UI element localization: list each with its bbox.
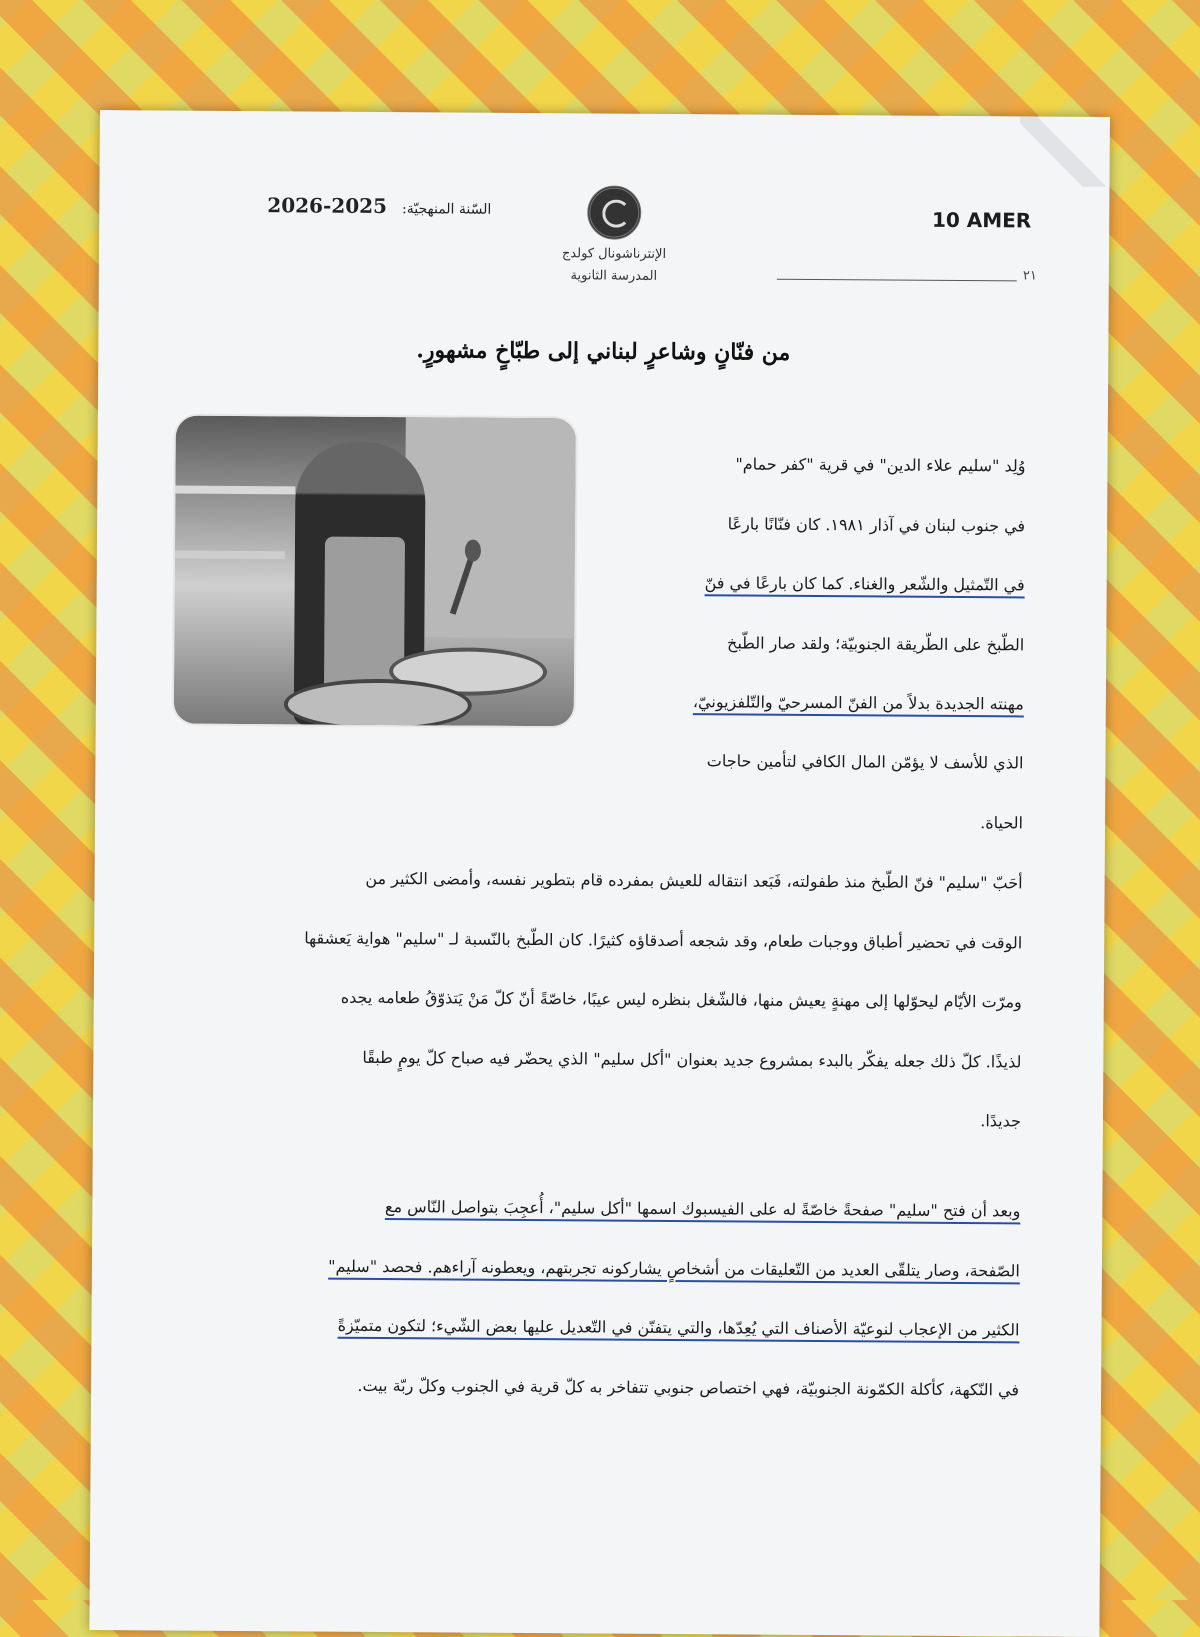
text-line: الوقت في تحضير أطباق ووجبات طعام، وقد شجعه أصدقاؤه كثيرًا. كان الطّبخ بالنّسبة لـ "سليم" هواية يَعشقها [304, 927, 1023, 952]
academic-year [267, 193, 491, 219]
school-header [554, 185, 675, 288]
page-mark: ٢١ [1022, 268, 1037, 284]
text-line: الصّفحة، وصار يتلقّى العديد من التّعليقات من أشخاصٍ يشاركونه تجربتهم، ويعطونه آراءهم. فحصد "سليم" [328, 1256, 1020, 1280]
text-line: الطّبخ على الطّريقة الجنوبيّة؛ ولقد صار الطّبخ [726, 632, 1025, 654]
year-value: 2025-2026 [267, 193, 388, 219]
text-line: في النّكهة، كأكلة الكمّونة الجنوبيّة، فهي اختصاص جنوبي تتفاخر به كلّ قرية في الجنوب وكلّ ربّة بيت. [357, 1375, 1020, 1399]
class-label: 10 AMER [931, 207, 1032, 233]
page-title: من فنّانٍ وشاعرٍ لبناني إلى طبّاخٍ مشهورٍ. [416, 337, 791, 366]
intro-paragraph [606, 434, 1026, 734]
worksheet-page [89, 110, 1110, 1637]
year-label: السّنة المنهجيّة: [402, 201, 492, 218]
name-line [777, 279, 1017, 282]
text-line: أحَبّ "سليم" فنّ الطّبخ منذ طفولته، فَبَعد انتقاله للعيش بمفرده قام بتطوير نفسه، وأمضى الكثير من [365, 868, 1023, 893]
school-logo-icon [587, 185, 641, 239]
text-line: ومرّت الأيّام ليحوّلها إلى مهنةٍ يعيش منها، فالشّغل بنظره ليس عيبًا، خاصّةً أنّ كلّ مَنْ يَتذوّقُ طعامه يجده [340, 987, 1022, 1012]
text-line: في التّمثيل والشّعر والغناء. كما كان بارعًا في فنّ [704, 573, 1025, 595]
text-line: الكثير من الإعجاب لنوعيّة الأصناف التي يُعِدّها، والتي يتفنّن في التّعديل عليها بعض الشّيء؛ لتكون متميّزةً [337, 1315, 1020, 1340]
text-line: الحياة. [980, 812, 1024, 832]
text-line: وُلِد "سليم علاء الدين" في قرية "كفر حمام" [735, 454, 1026, 476]
paragraph-2 [181, 848, 1023, 1151]
intro-paragraph-continued [175, 728, 1024, 853]
school-name: الإنترناشونال كولدج [561, 246, 667, 262]
chef-photo [174, 416, 576, 727]
folded-corner [1019, 116, 1109, 187]
text-line: الذي للأسف لا يؤمّن المال الكافي لتأمين حاجات [706, 751, 1024, 773]
text-line: في جنوب لبنان في آذار ١٩٨١. كان فنّانًا بارعًا [727, 513, 1026, 535]
paragraph-3 [179, 1176, 1021, 1420]
school-section: المدرسة الثانوية [570, 268, 658, 284]
text-line: لذيذًا. كلّ ذلك جعله يفكّر بالبدء بمشروع جديد بعنوان "أكل سليم" الذي يحضّر فيه صباح كلّ يومٍ طبقًا [362, 1047, 1022, 1071]
text-line: جديدًا. [980, 1111, 1022, 1131]
text-line: وبعد أن فتح "سليم" صفحةً خاصّةً له على الفيسبوك اسمها "أكل سليم"، أُعجِبَ بتواصل النّاس مع [384, 1197, 1021, 1221]
text-line: مهنته الجديدة بدلاً من الفنّ المسرحيّ والتّلفزيونيّ، [692, 692, 1024, 714]
